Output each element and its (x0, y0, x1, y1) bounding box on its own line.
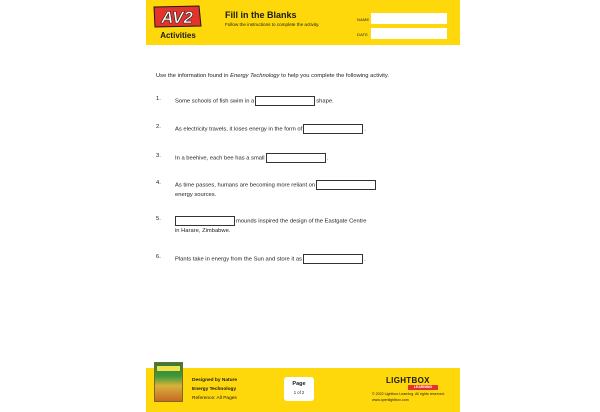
page-indicator: Page 1 of 2 (284, 377, 314, 401)
website-link[interactable]: www.openlightbox.com (372, 398, 409, 402)
answer-blank-3[interactable] (266, 153, 326, 163)
book-title: Designed by Nature (192, 378, 238, 383)
instructions-text: Use the information found in Energy Technology to help you complete the following activity. (156, 73, 389, 79)
header-bar (146, 0, 460, 45)
book-cover-image (154, 362, 183, 402)
answer-blank-5[interactable] (175, 216, 235, 226)
reference-text: Reference: All Pages (192, 396, 237, 401)
lightbox-learning-tag: LEARNING (408, 385, 438, 390)
page-title: Fill in the Blanks (225, 10, 297, 20)
footer-bar (146, 368, 460, 412)
date-label: DATE (357, 32, 369, 37)
page-subtitle: Follow the instructions to complete the activity. (225, 22, 320, 27)
copyright-text: © 2022 Lightbox Learning. All rights reserved. (372, 392, 445, 396)
av2-logo-icon (151, 4, 203, 29)
answer-blank-6[interactable] (303, 254, 363, 264)
brand-label: Activities (160, 31, 196, 40)
worksheet-page: AV2 Activities Fill in the Blanks Follow the instructions to complete the activity. NAME DATE Use the information found in Energy Technology to help you complete the following activity. 1. Some schools of fish swim in a shape. 2. As electricity travels, it loses energy in the form of . 3. In a beehive, each bee has a small . 4. As time passes, humans are becoming more reliant on energy sources. 5. mounds inspired the design of the Eastgate Centre in Harare, Zimbabwe. 6. Plants take in energy from the Sun and store it as . Designed by Nature Energy Technology Reference: All Pages Page 1 of 2 LIGHTBOX LEARNING © 2022 Lightbox Learning. All rights reserved. www.openlightbox.com (146, 0, 460, 412)
answer-blank-2[interactable] (303, 124, 363, 134)
svg-text:AV2: AV2 (161, 8, 193, 27)
answer-blank-1[interactable] (255, 96, 315, 106)
answer-blank-4[interactable] (316, 180, 376, 190)
lightbox-logo: LIGHTBOX (386, 376, 430, 385)
date-field[interactable] (371, 28, 447, 39)
name-label: NAME (357, 17, 370, 22)
book-subtitle: Energy Technology (192, 387, 237, 392)
name-field[interactable] (371, 13, 447, 24)
